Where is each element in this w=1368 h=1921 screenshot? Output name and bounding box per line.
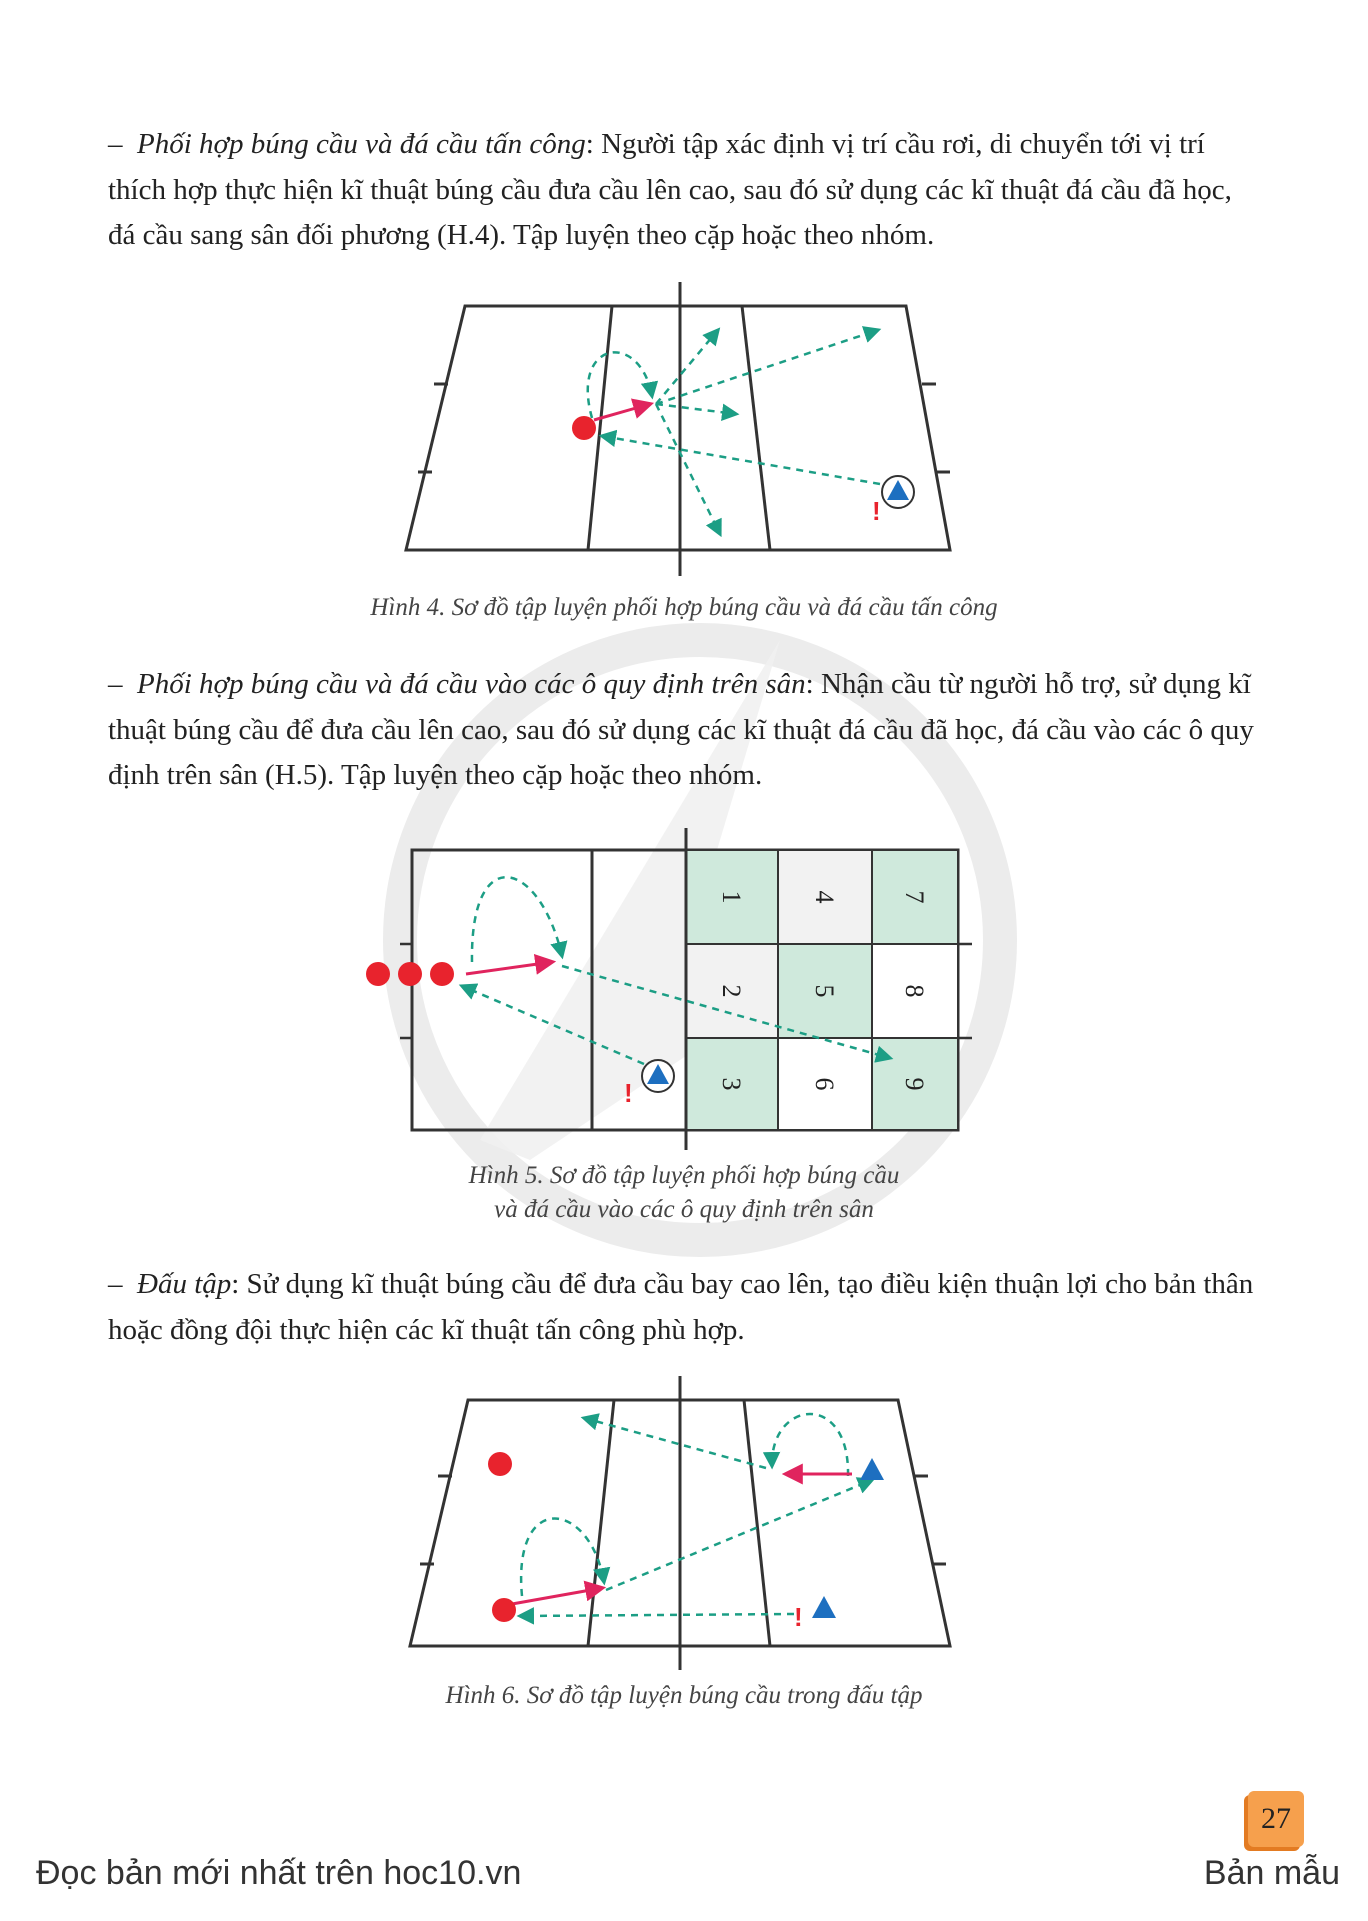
page-number: 27: [1261, 1802, 1291, 1835]
figure-5-caption-line-2: và đá cầu vào các ô quy định trên sân: [494, 1196, 874, 1223]
support-mark: !: [872, 496, 881, 526]
support-mark: !: [624, 1078, 633, 1108]
paragraph-dash: –: [108, 668, 123, 700]
player-red-dot: [398, 962, 422, 986]
grid-cell-9: 9: [900, 1077, 929, 1091]
paragraph-dash: –: [108, 128, 123, 160]
footer-label: Bản mẫu: [1203, 1854, 1340, 1892]
grid-cell-5: 5: [810, 984, 839, 998]
paragraph-text: : Người tập xác định vị trí cầu rơi, di chuyển tới vị trí thích hợp thực hiện kĩ thuật búng cầu đưa cầu lên cao, sau đó sử dụng các kĩ thuật đá cầu đã học, đá cầu sang sân đối phương (H.4). Tập luyện theo cặp hoặc theo nhóm.: [108, 128, 1232, 251]
player-blue-triangle: [860, 1458, 884, 1480]
grid-cell-8: 8: [900, 984, 929, 998]
grid-cell-2: 2: [717, 984, 746, 998]
paragraph-title: Phối hợp búng cầu và đá cầu vào các ô quy định trên sân: [137, 668, 806, 700]
grid-cell-1: 1: [717, 890, 746, 904]
paragraph-title: Đấu tập: [137, 1268, 232, 1300]
grid-cell-7: 7: [900, 890, 929, 904]
figure-6-caption: Hình 6. Sơ đồ tập luyện búng cầu trong đấu tập: [445, 1682, 923, 1709]
paragraph-title: Phối hợp búng cầu và đá cầu tấn công: [137, 128, 586, 160]
player-red-dot: [492, 1598, 516, 1622]
paragraph-text: : Nhận cầu từ người hỗ trợ, sử dụng kĩ thuật búng cầu để đưa cầu lên cao, sau đó sử dụng các kĩ thuật đá cầu đã học, đá cầu vào các ô quy định trên sân (H.5). Tập luyện theo cặp hoặc theo nhóm.: [108, 668, 1254, 791]
paragraph-practice-match: [108, 1262, 1260, 1353]
support-mark: !: [794, 1602, 803, 1632]
paragraph-dash: –: [108, 1268, 123, 1300]
page-number-badge: [1248, 1791, 1304, 1847]
player-blue-triangle: [812, 1596, 836, 1618]
footer-link[interactable]: Đọc bản mới nhất trên hoc10.vn: [36, 1854, 522, 1892]
figure-6-diagram: [410, 1376, 950, 1670]
grid-cell-4: 4: [810, 890, 839, 904]
grid-cell-6: 6: [810, 1077, 839, 1091]
player-red-dot: [488, 1452, 512, 1476]
figure-5-caption-line-1: Hình 5. Sơ đồ tập luyện phối hợp búng cầu: [468, 1162, 900, 1189]
player-red-dot: [572, 416, 596, 440]
grid-cell-3: 3: [717, 1077, 746, 1091]
paragraph-text: : Sử dụng kĩ thuật búng cầu để đưa cầu bay cao lên, tạo điều kiện thuận lợi cho bản thân hoặc đồng đội thực hiện các kĩ thuật tấn công phù hợp.: [108, 1268, 1254, 1346]
player-red-dot: [366, 962, 390, 986]
figure-4-caption: Hình 4. Sơ đồ tập luyện phối hợp búng cầu và đá cầu tấn công: [370, 594, 998, 621]
paragraph-zone-kick: [108, 662, 1260, 799]
player-red-dot: [430, 962, 454, 986]
